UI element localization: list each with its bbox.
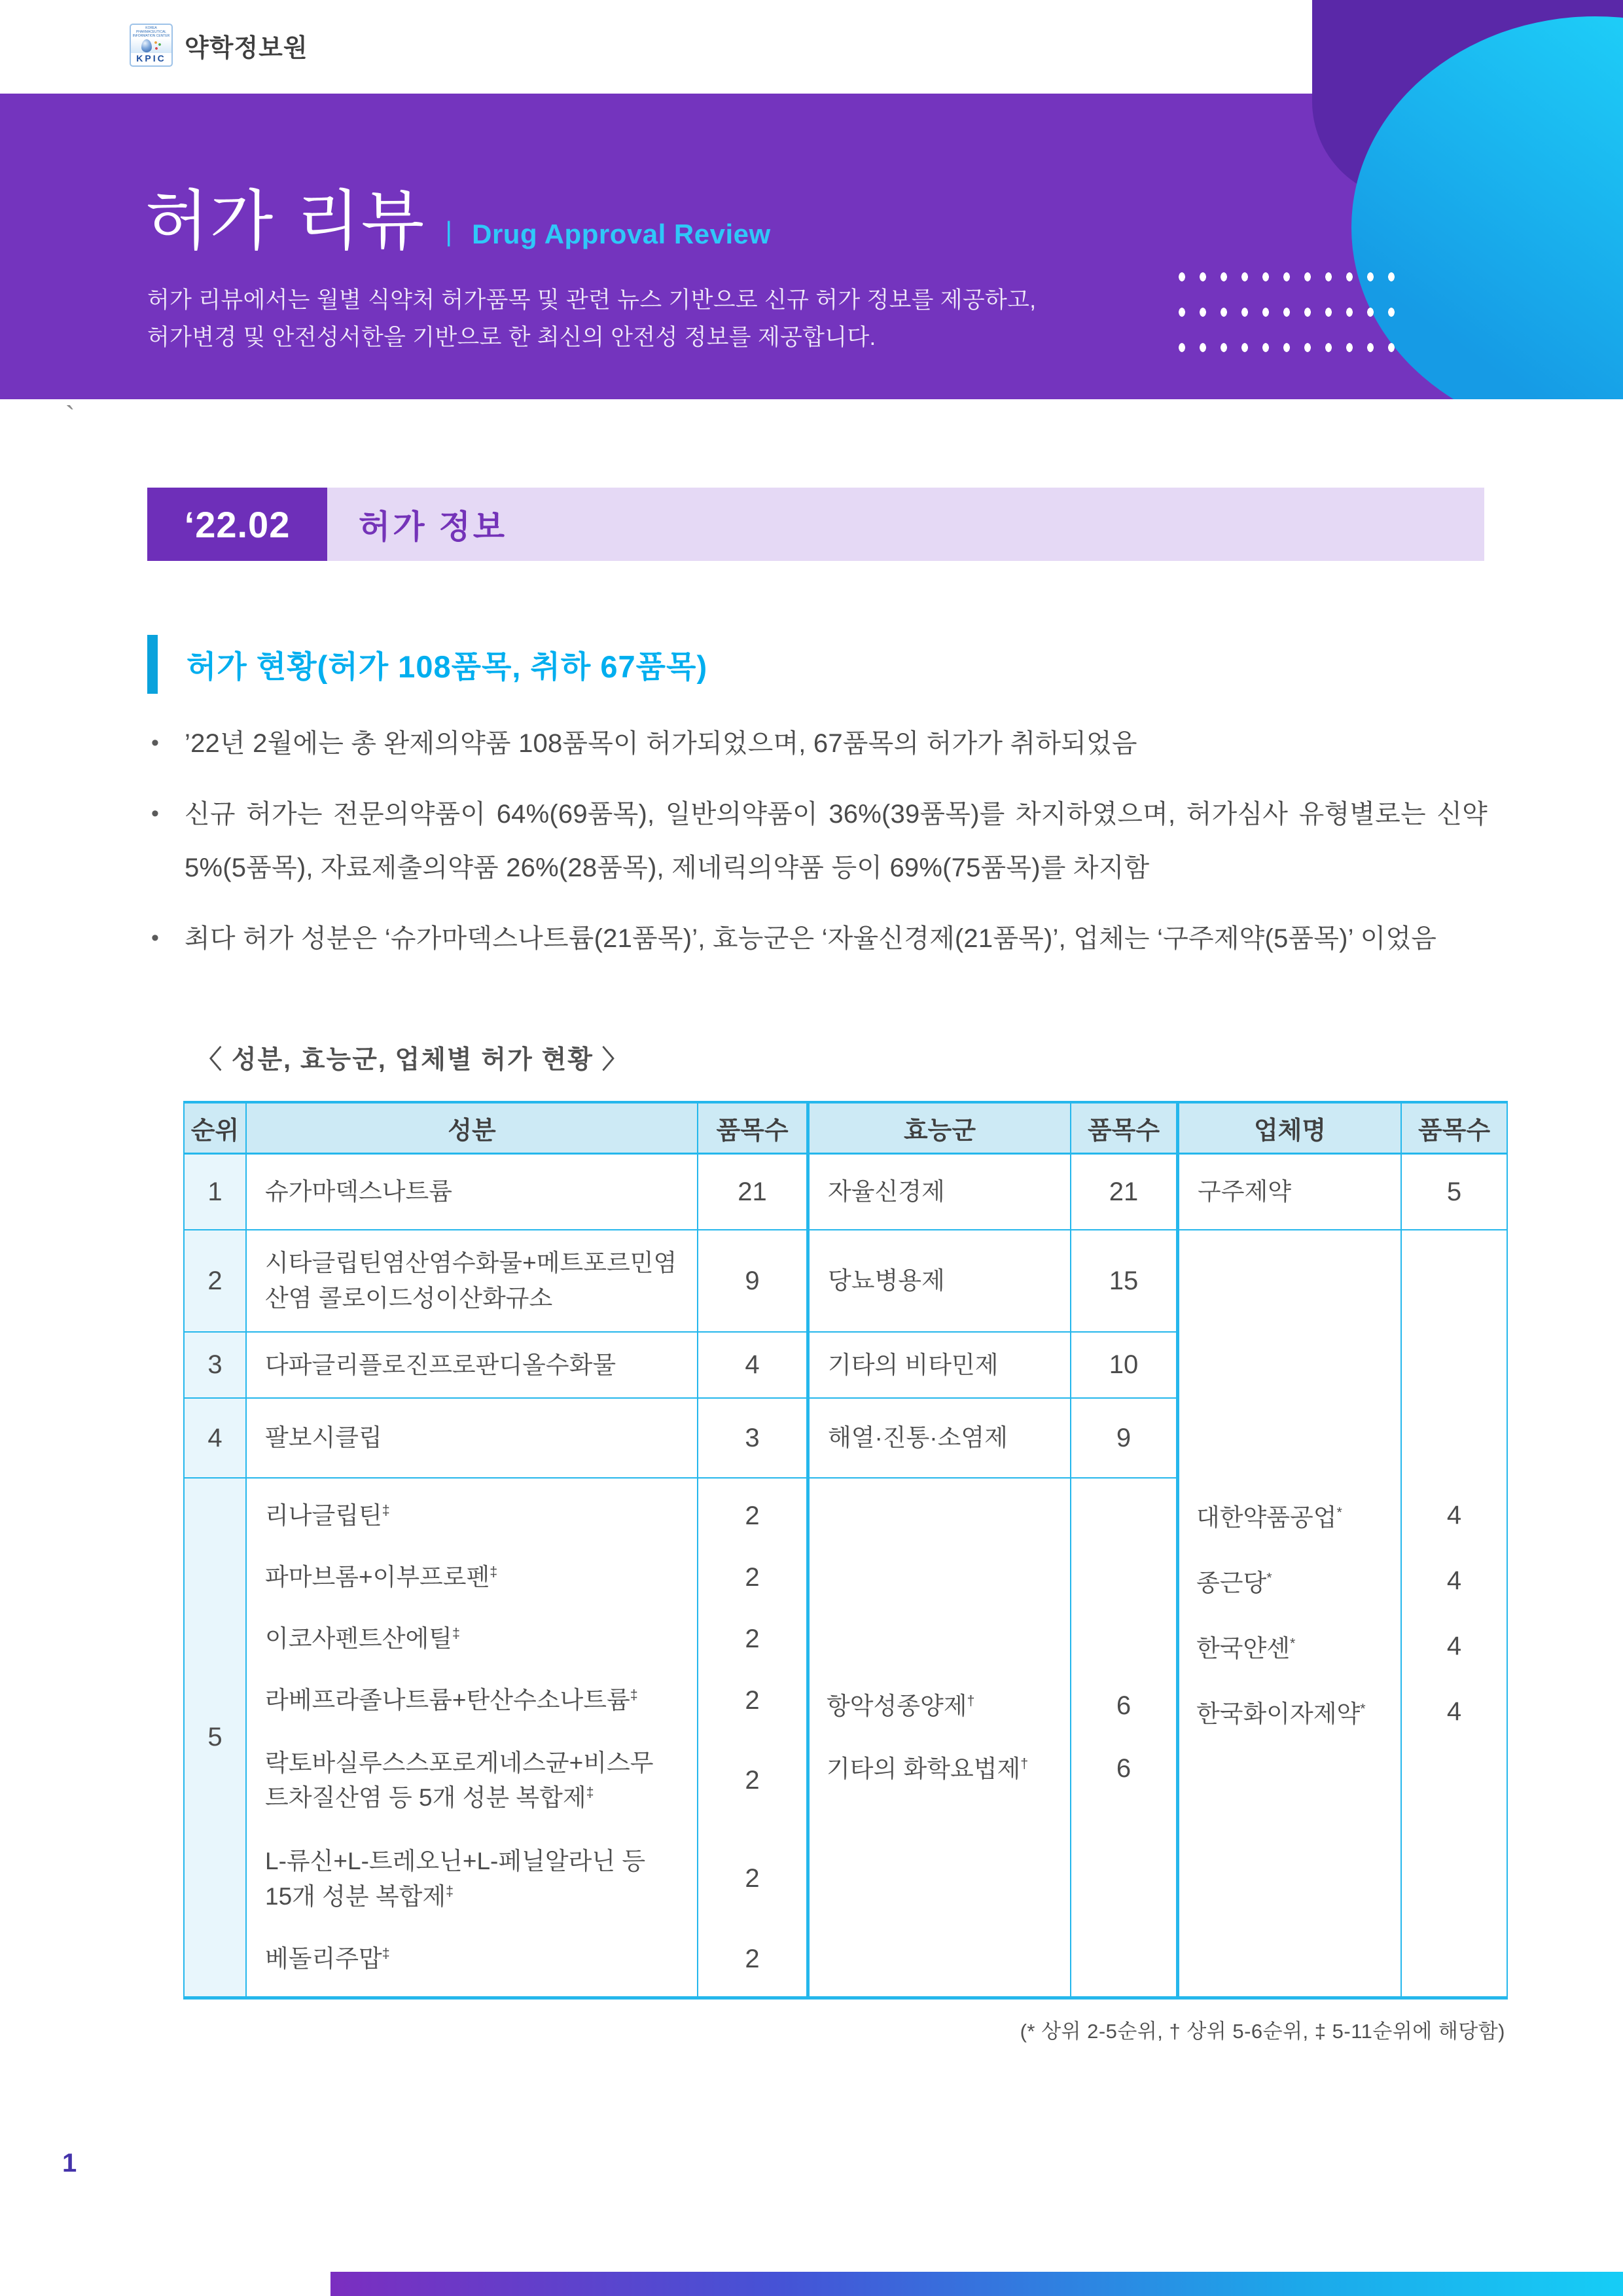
ingredient-count-cell: 21 xyxy=(698,1155,810,1230)
ingredient-count-cell: 3 xyxy=(698,1399,810,1479)
bullet-item: • 신규 허가는 전문의약품이 64%(69품목), 일반의약품이 36%(39품목)를 차지하였으며, 허가심사 유형별로는 신약 5%(5품목), 자료제출의약품 26%(28품목), 제네릭의약품 등이 69%(75품목)를 차지함 xyxy=(147,787,1488,895)
footnote-mark: ‡ xyxy=(446,1883,454,1899)
approval-status-table xyxy=(183,1101,1508,2000)
col-header-company: 업체명 xyxy=(1179,1103,1402,1155)
effect-count-cell: 15 xyxy=(1071,1230,1179,1333)
page-title: 허가 리뷰 xyxy=(145,183,426,259)
column-divider xyxy=(1070,1479,1071,1996)
company-count: 4 xyxy=(1446,1631,1462,1660)
page-subtitle-english: Drug Approval Review xyxy=(472,219,771,249)
effect-cell: 자율신경제 xyxy=(810,1155,1071,1230)
effect-count-cell: 21 xyxy=(1071,1155,1179,1230)
ingredient-count-cell: 9 xyxy=(698,1230,810,1333)
footnote-mark: † xyxy=(967,1693,975,1709)
effect-entry xyxy=(810,1689,1176,1724)
banner-description xyxy=(147,282,1036,356)
effect-cell: 기타의 비타민제 xyxy=(810,1333,1071,1399)
ingredient-entry xyxy=(247,1485,806,1547)
effect-count: 6 xyxy=(1116,1753,1132,1783)
title-separator: | xyxy=(445,216,453,247)
kpic-logo xyxy=(130,24,173,67)
effect-cell: 당뇨병용제 xyxy=(810,1230,1071,1333)
kpic-logo-caption: KOREA PHARMACEUTICAL INFORMATION CENTER xyxy=(132,26,170,38)
rank5-ingredient-list-cell xyxy=(247,1479,810,1996)
rank-cell: 4 xyxy=(185,1399,247,1479)
ingredient-count: 2 xyxy=(745,1944,760,1973)
effect-count-cell: 9 xyxy=(1071,1399,1179,1479)
ingredient-cell: 슈가마덱스나트륨 xyxy=(247,1155,698,1230)
bottom-gradient-bar xyxy=(330,2272,1623,2296)
col-header-rank: 순위 xyxy=(185,1103,247,1155)
ingredient-name: 이코사펜트산에틸‡ xyxy=(265,1625,460,1653)
effect-entry xyxy=(810,1751,1176,1787)
subheading-row xyxy=(147,635,707,694)
footnote-mark: † xyxy=(1020,1755,1029,1772)
organization-name: 약학정보원 xyxy=(185,34,308,62)
table-caption: 〈 성분, 효능군, 업체별 허가 현황 〉 xyxy=(196,1046,629,1074)
effect-count-cell: 10 xyxy=(1071,1333,1179,1399)
logo-color-dots-icon xyxy=(154,41,161,51)
effect-cell: 해열·진통·소염제 xyxy=(810,1399,1071,1479)
rank-cell: 1 xyxy=(185,1155,247,1230)
ingredient-name: L-류신+L-트레오닌+L-페닐알라닌 등 15개 성분 복합제‡ xyxy=(265,1848,646,1910)
bullet-item: • 최다 허가 성분은 ‘슈가마덱스나트륨(21품목)’, 효능군은 ‘자율신경제(21품목)’, 업체는 ‘구주제약(5품목)’ 이었음 xyxy=(147,912,1488,965)
ingredient-entry xyxy=(247,1830,806,1928)
section-title: 허가 정보 xyxy=(359,509,508,545)
company-merged-cell xyxy=(1179,1230,1507,1996)
ingredient-name: 라베프라졸나트륨+탄산수소나트륨‡ xyxy=(265,1687,638,1714)
effect-name: 기타의 화학요법제† xyxy=(827,1755,1029,1782)
company-entry xyxy=(1179,1691,1507,1732)
company-name: 종근당* xyxy=(1196,1570,1272,1596)
top-header xyxy=(130,24,308,67)
company-name: 한국얀센* xyxy=(1196,1635,1296,1662)
col-header-ingredient: 성분 xyxy=(247,1103,698,1155)
company-name: 대한약품공업* xyxy=(1196,1504,1342,1531)
footnote-mark: ‡ xyxy=(382,1502,390,1518)
company-entry xyxy=(1179,1495,1507,1535)
company-cell: 구주제약 xyxy=(1179,1155,1402,1230)
banner xyxy=(0,94,1623,399)
company-name: 한국화이자제약* xyxy=(1196,1700,1366,1727)
ingredient-count: 2 xyxy=(745,1562,760,1592)
bullet-item: • ’22년 2월에는 총 완제의약품 108품목이 허가되었으며, 67품목의 허가가 취하되었음 xyxy=(147,717,1488,770)
ingredient-entry xyxy=(247,1928,806,1990)
footnote-mark: * xyxy=(1360,1700,1366,1717)
col-header-count: 품목수 xyxy=(698,1103,810,1155)
footnote-mark: * xyxy=(1266,1570,1272,1586)
ingredient-name: 파마브롬+이부프로펜‡ xyxy=(265,1564,498,1591)
ingredient-entry xyxy=(247,1547,806,1608)
banner-description-line2: 허가변경 및 안전성서한을 기반으로 한 최신의 안전성 정보를 제공합니다. xyxy=(147,324,876,350)
table-footnote: (* 상위 2-5순위, † 상위 5-6순위, ‡ 5-11순위에 해당함) xyxy=(1020,2020,1505,2043)
ingredient-entry xyxy=(247,1608,806,1670)
company-count: 4 xyxy=(1446,1566,1462,1595)
footnote-mark: ‡ xyxy=(452,1625,460,1641)
ingredient-name: 락토바실루스스포로게네스균+비스무트차질산염 등 5개 성분 복합제‡ xyxy=(265,1749,654,1812)
col-header-count: 품목수 xyxy=(1402,1103,1507,1155)
ingredient-count-cell: 4 xyxy=(698,1333,810,1399)
banner-title-row xyxy=(145,185,771,257)
footnote-mark: ‡ xyxy=(490,1564,498,1580)
kpic-logo-art xyxy=(131,39,171,53)
footnote-mark: ‡ xyxy=(630,1687,638,1703)
ingredient-name: 리나글립틴‡ xyxy=(265,1502,390,1530)
col-header-count: 품목수 xyxy=(1071,1103,1179,1155)
ingredient-cell: 시타글립틴염산염수화물+메트포르민염산염 콜로이드성이산화규소 xyxy=(247,1230,698,1333)
subheading-accent-bar xyxy=(147,635,158,694)
ingredient-count: 2 xyxy=(745,1501,760,1530)
ingredient-count: 2 xyxy=(745,1685,760,1715)
rank-cell: 5 xyxy=(185,1479,247,1996)
section-title-bar xyxy=(327,488,1484,561)
ingredient-entry xyxy=(247,1731,806,1829)
summary-bullets xyxy=(147,717,1488,982)
ingredient-entry xyxy=(247,1670,806,1731)
col-header-effect: 효능군 xyxy=(810,1103,1071,1155)
page-number: 1 xyxy=(62,2149,77,2178)
water-drop-icon xyxy=(141,39,152,52)
ingredient-count: 2 xyxy=(745,1864,760,1893)
footnote-mark: ‡ xyxy=(382,1945,390,1962)
rank5-effect-list-cell xyxy=(810,1479,1179,1996)
kpic-logo-acronym: KPIC xyxy=(136,53,166,63)
ingredient-name: 베돌리주맙‡ xyxy=(265,1945,390,1973)
ingredient-cell: 팔보시클립 xyxy=(247,1399,698,1479)
company-entry xyxy=(1179,1560,1507,1601)
subheading-text: 허가 현황(허가 108품목, 취하 67품목) xyxy=(187,649,708,684)
company-count: 4 xyxy=(1446,1500,1462,1530)
company-entry xyxy=(1179,1626,1507,1666)
ingredient-count: 2 xyxy=(745,1765,760,1795)
ingredient-count: 2 xyxy=(745,1624,760,1653)
column-divider xyxy=(1400,1230,1402,1996)
banner-description-line1: 허가 리뷰에서는 월별 식약처 허가품목 및 관련 뉴스 기반으로 신규 허가 정보를 제공하고, xyxy=(147,287,1037,313)
rank-cell: 2 xyxy=(185,1230,247,1333)
company-count: 4 xyxy=(1446,1696,1462,1726)
column-divider xyxy=(697,1479,698,1996)
section-date-badge: ‘22.02 xyxy=(147,488,327,561)
effect-name: 항악성종양제† xyxy=(827,1692,975,1719)
ingredient-cell: 다파글리플로진프로판디올수화물 xyxy=(247,1333,698,1399)
footnote-mark: * xyxy=(1336,1504,1342,1520)
footnote-mark: * xyxy=(1289,1635,1296,1651)
effect-count: 6 xyxy=(1116,1691,1132,1721)
footnote-mark: ‡ xyxy=(586,1785,594,1801)
rank-cell: 3 xyxy=(185,1333,247,1399)
stray-mark: ` xyxy=(65,401,75,433)
company-count-cell: 5 xyxy=(1402,1155,1507,1230)
